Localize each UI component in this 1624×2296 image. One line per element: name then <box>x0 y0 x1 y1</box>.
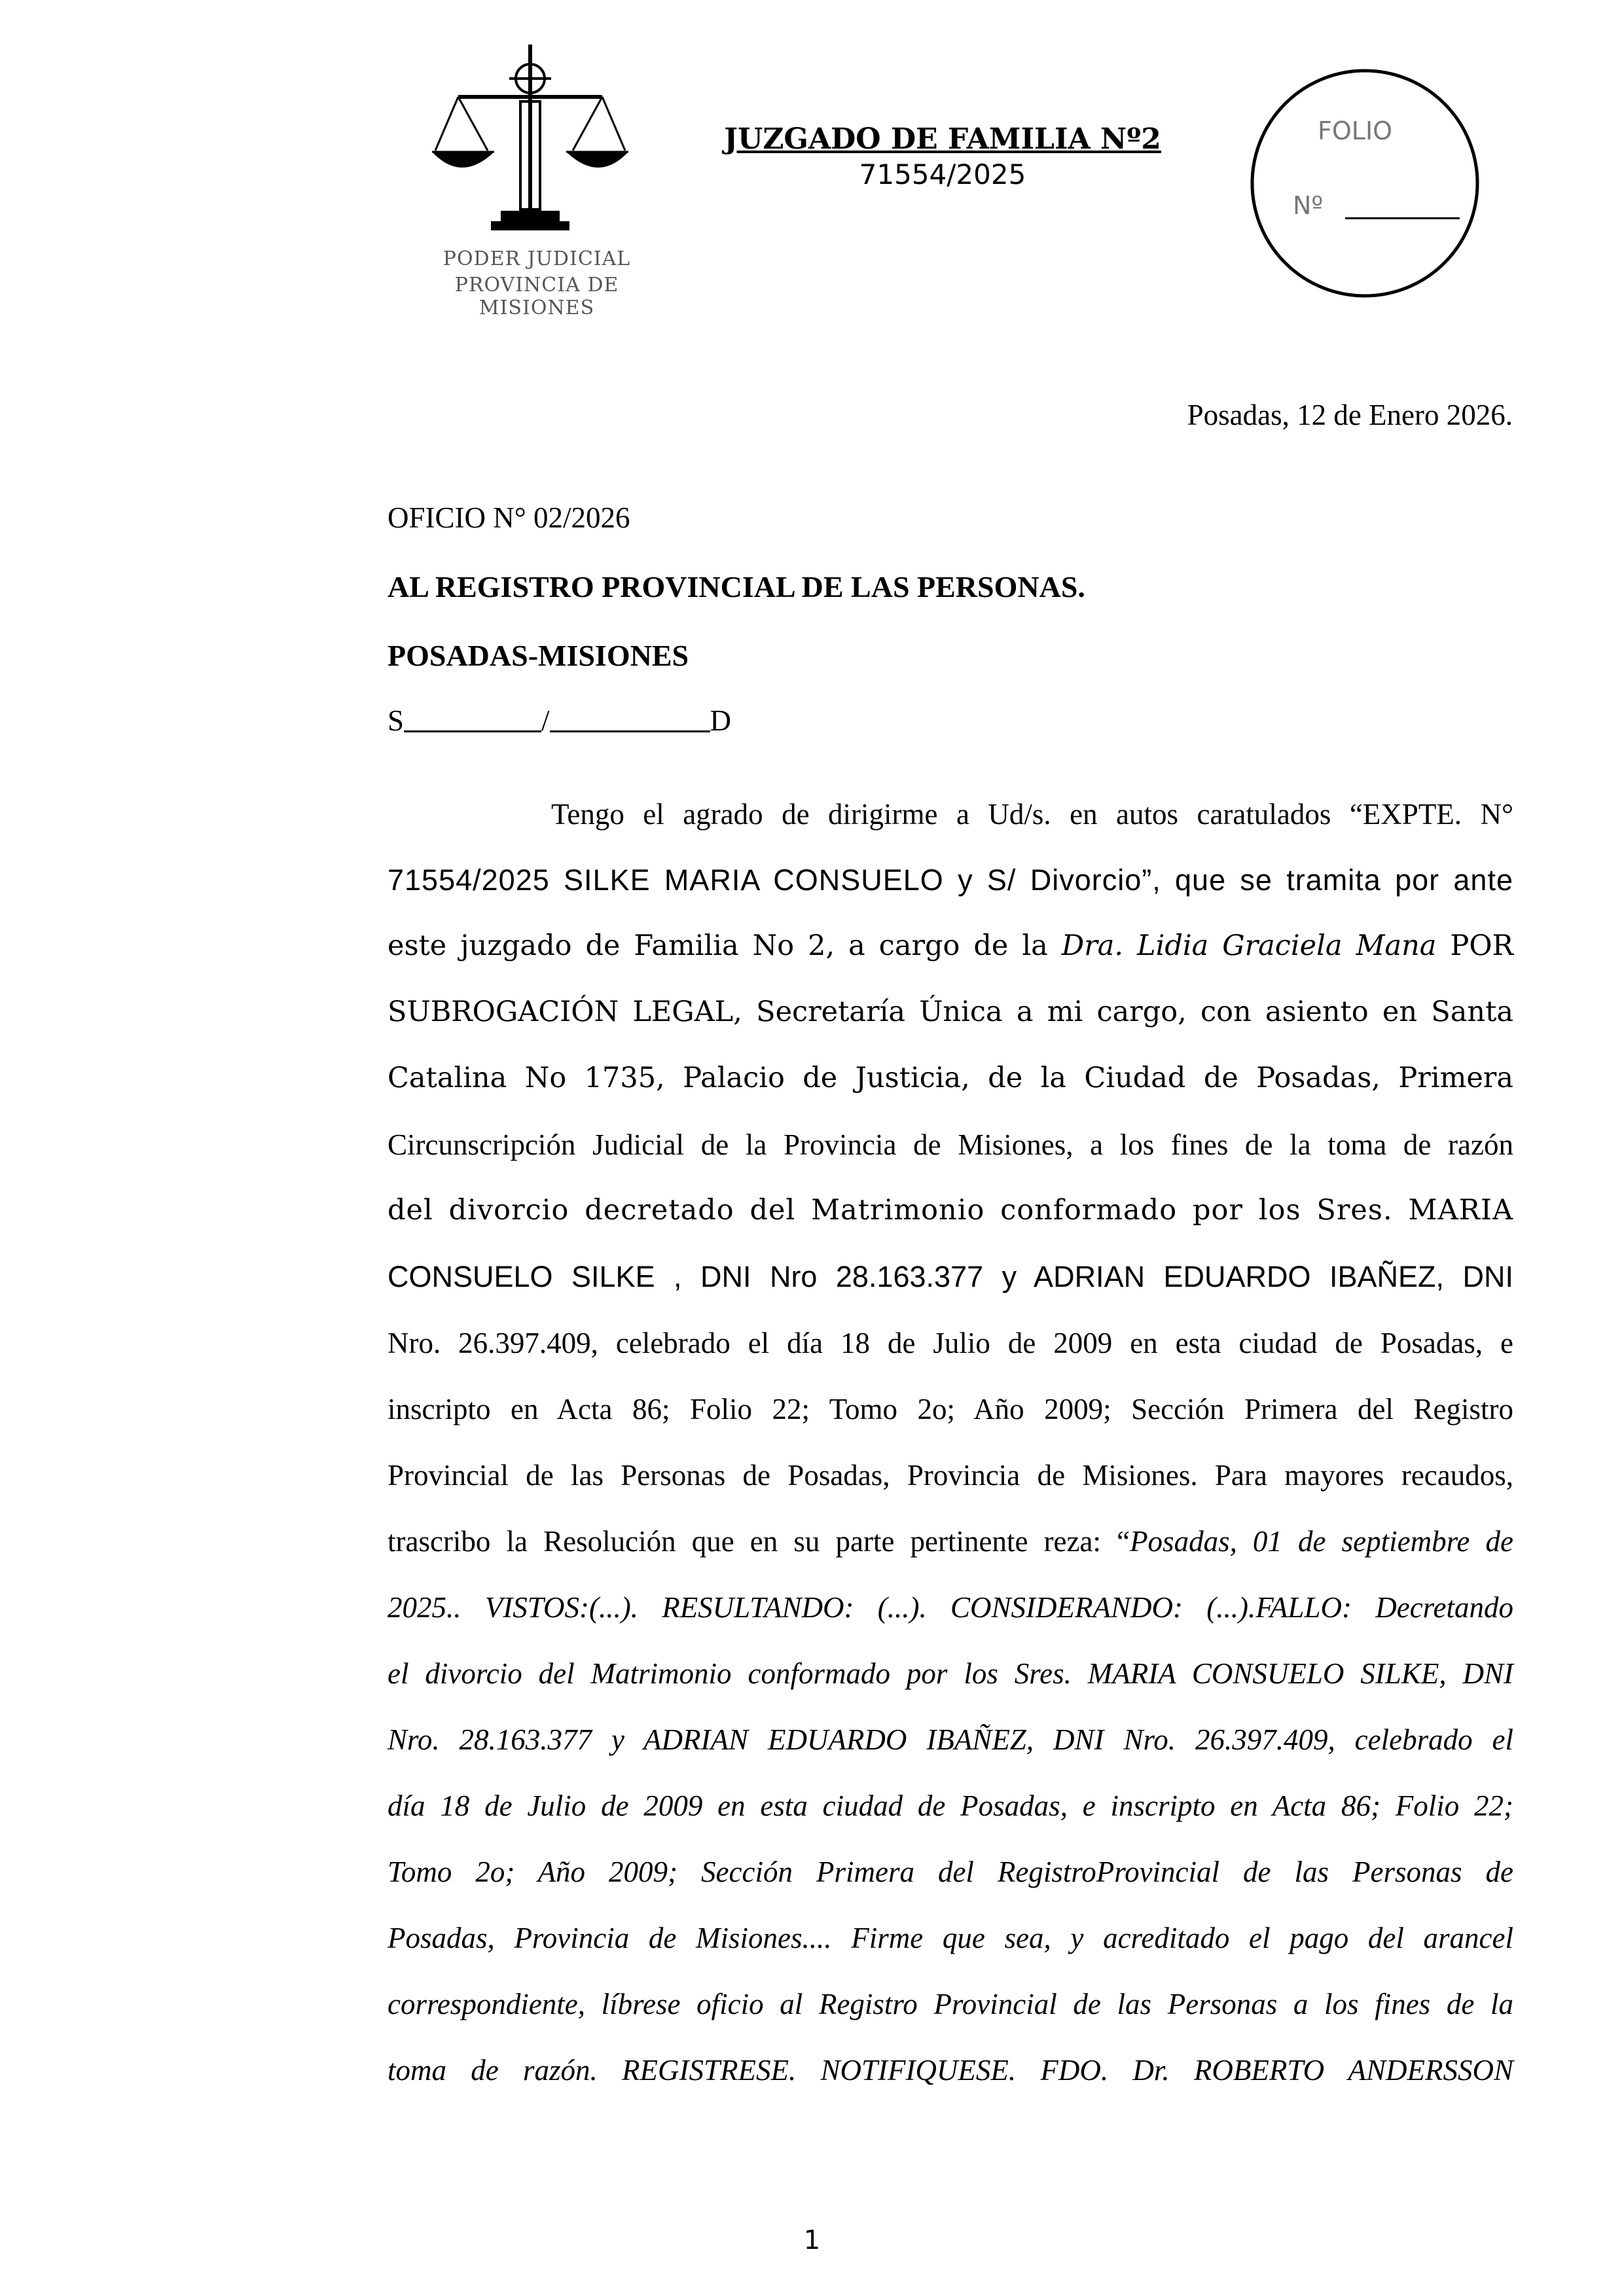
scales-of-justice-icon <box>432 39 628 236</box>
body-line: Circunscripción Judicial de la Provincia de Misiones, a los fines de la toma de razón <box>388 1128 1513 1161</box>
body-line: Tengo el agrado de dirigirme a Ud/s. en autos caratulados “EXPTE. N° <box>551 798 1513 831</box>
case-number: 71554/2025 <box>859 158 1026 190</box>
body-line: CONSUELO SILKE , DNI Nro 28.163.377 y ADRIAN EDUARDO IBAÑEZ, DNI <box>388 1260 1513 1293</box>
quote-line: correspondiente, líbrese oficio al Registro Provincial de las Personas a los fines de la <box>388 1988 1513 2020</box>
sd-d: D <box>710 704 732 737</box>
sd-line <box>388 704 731 738</box>
letter-date: Posadas, 12 de Enero 2026. <box>1187 399 1513 431</box>
judge-name: Dra. Lidia Graciela Mana <box>1061 929 1437 962</box>
oficio-number: OFICIO N° 02/2026 <box>388 501 630 534</box>
quote-line: toma de razón. REGISTRESE. NOTIFIQUESE. FDO. Dr. ROBERTO ANDERSSON <box>388 2054 1513 2087</box>
body-line: SUBROGACIÓN LEGAL, Secretaría Única a mi cargo, con asiento en Santa <box>388 996 1513 1028</box>
sd-s: S <box>388 704 405 737</box>
body-text: trascribo la Resolución que en su parte pertinente reza: “ <box>388 1525 1130 1558</box>
body-text: POR <box>1436 929 1513 962</box>
folio-number-label: Nº <box>1293 191 1324 220</box>
body-line: 71554/2025 SILKE MARIA CONSUELO y S/ Divorcio”, que se tramita por ante <box>388 863 1513 897</box>
quote-text: Posadas, 01 de septiembre de <box>1130 1525 1513 1558</box>
folio-stamp <box>1247 65 1483 301</box>
quote-line: Tomo 2o; Año 2009; Sección Primera del RegistroProvincial de las Personas de <box>388 1856 1513 1888</box>
logo-line-1: PODER JUDICIAL <box>442 247 631 270</box>
body-line: Provincial de las Personas de Posadas, Provincia de Misiones. Para mayores recaudos, <box>388 1459 1513 1492</box>
body-line <box>388 929 1513 996</box>
sd-blank-1 <box>404 704 541 732</box>
folio-number-blank <box>1345 217 1460 219</box>
quote-line: el divorcio del Matrimonio conformado por los Sres. MARIA CONSUELO SILKE, DNI <box>388 1657 1513 1690</box>
folio-label: FOLIO <box>1318 117 1393 145</box>
addressee: AL REGISTRO PROVINCIAL DE LAS PERSONAS. <box>388 570 1085 603</box>
sd-blank-2 <box>550 704 710 732</box>
judicial-logo <box>399 39 674 319</box>
body-line: Catalina No 1735, Palacio de Justicia, de la Ciudad de Posadas, Primera <box>388 1062 1513 1094</box>
addressee-city: POSADAS-MISIONES <box>388 639 689 672</box>
body-line: Nro. 26.397.409, celebrado el día 18 de Julio de 2009 en esta ciudad de Posadas, e <box>388 1327 1513 1359</box>
quote-line: Posadas, Provincia de Misiones.... Firme que sea, y acreditado el pago del arancel <box>388 1922 1513 1954</box>
body-text: este juzgado de Familia No 2, a cargo de la <box>388 929 1062 962</box>
body-line: del divorcio decretado del Matrimonio conformado por los Sres. MARIA <box>388 1194 1513 1227</box>
quote-line: 2025.. VISTOS:(...). RESULTANDO: (...). CONSIDERANDO: (...).FALLO: Decretando <box>388 1591 1513 1624</box>
body-line: inscripto en Acta 86; Folio 22; Tomo 2o; Año 2009; Sección Primera del Registro <box>388 1393 1513 1426</box>
quote-line: Nro. 28.163.377 y ADRIAN EDUARDO IBAÑEZ, DNI Nro. 26.397.409, celebrado el <box>388 1723 1513 1756</box>
folio-circle-icon <box>1247 65 1483 301</box>
quote-line: día 18 de Julio de 2009 en esta ciudad de Posadas, e inscripto en Acta 86; Folio 22; <box>388 1789 1513 1822</box>
body-line <box>388 1524 1513 1590</box>
body-paragraph <box>388 797 1513 2119</box>
page-number: 1 <box>803 2225 821 2255</box>
sd-slash: / <box>541 704 550 737</box>
court-header <box>694 121 1191 192</box>
court-name: JUZGADO DE FAMILIA Nº2 <box>724 122 1161 156</box>
logo-line-2: PROVINCIA DE MISIONES <box>454 274 619 319</box>
